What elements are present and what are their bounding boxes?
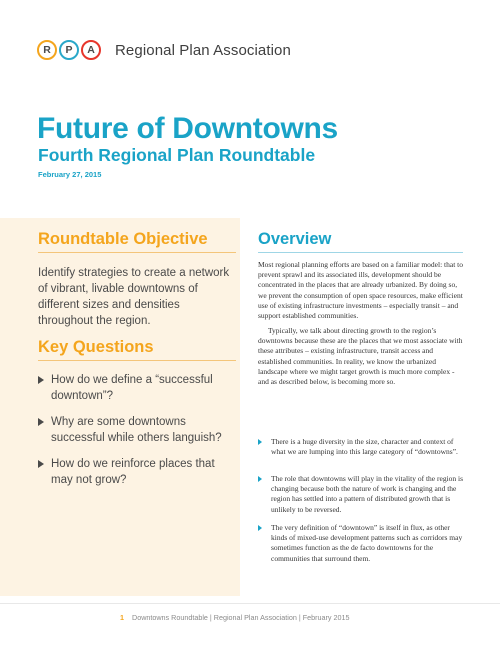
event-date: February 27, 2015	[38, 170, 102, 179]
bullet-text: The role that downtowns will play in the vitality of the region is changing because both the nature of work is changing and the region has settled into a pattern of distributed growth that is unlikely to be reversed.	[271, 474, 464, 514]
list-item	[38, 456, 238, 488]
key-questions-rule	[38, 360, 236, 361]
triangle-bullet-icon	[38, 376, 44, 384]
list-item	[258, 437, 466, 457]
footer-text: Downtowns Roundtable | Regional Plan Association | February 2015	[132, 613, 350, 622]
list-item	[38, 414, 238, 446]
logo-letter-p: P	[59, 40, 79, 60]
footer-divider	[0, 603, 500, 604]
overview-rule	[258, 252, 463, 253]
question-text: How do we reinforce places that may not grow?	[51, 458, 215, 486]
objective-rule	[38, 252, 236, 253]
triangle-bullet-icon	[258, 476, 262, 482]
question-text: Why are some downtowns successful while others languish?	[51, 416, 222, 444]
triangle-bullet-icon	[38, 460, 44, 468]
triangle-bullet-icon	[258, 439, 262, 445]
overview-paragraph: Most regional planning efforts are based on a familiar model: that to prevent sprawl and its associated ills, development should be concentrated in the places that are already urbanized. By doing so, we prevent the consumption of open space resources, make efficient use of existing infrastructure investments – especially transit – and support established communities.	[258, 260, 464, 321]
overview-heading: Overview	[258, 230, 332, 248]
objective-text: Identify strategies to create a network of vibrant, livable downtowns of different sizes and densities throughout the region.	[38, 267, 230, 327]
rpa-logo	[37, 37, 291, 63]
list-item	[38, 372, 238, 404]
logo-letter-a: A	[81, 40, 101, 60]
page-footer	[120, 613, 350, 622]
triangle-bullet-icon	[38, 418, 44, 426]
page-title: Future of Downtowns	[37, 112, 338, 145]
question-text: How do we define a “successful downtown”?	[51, 374, 213, 402]
triangle-bullet-icon	[258, 525, 262, 531]
bullet-text: The very definition of “downtown” is itself in flux, as other kinds of mixed-use development patterns such as corridors may sometimes function as the de facto downtowns for the communities that surround them.	[271, 523, 463, 563]
page-number: 1	[120, 613, 124, 622]
org-name: Regional Plan Association	[115, 41, 291, 59]
objective-heading: Roundtable Objective	[38, 230, 208, 248]
logo-letter-r: R	[37, 40, 57, 60]
list-item	[258, 523, 466, 564]
page-subtitle: Fourth Regional Plan Roundtable	[38, 145, 316, 165]
overview-paragraph: Typically, we talk about directing growth to the region’s downtowns because these are the places that we most associate with these attributes – existing infrastructure, transit access and established communities. In reality, we know the urbanized landscape where we might target growth is much more complex - and as described below, is becoming more so.	[258, 326, 463, 387]
list-item	[258, 474, 466, 515]
key-questions-heading: Key Questions	[38, 338, 154, 356]
bullet-text: There is a huge diversity in the size, character and context of what we are lumping into this large category of “downtowns”.	[271, 437, 458, 457]
